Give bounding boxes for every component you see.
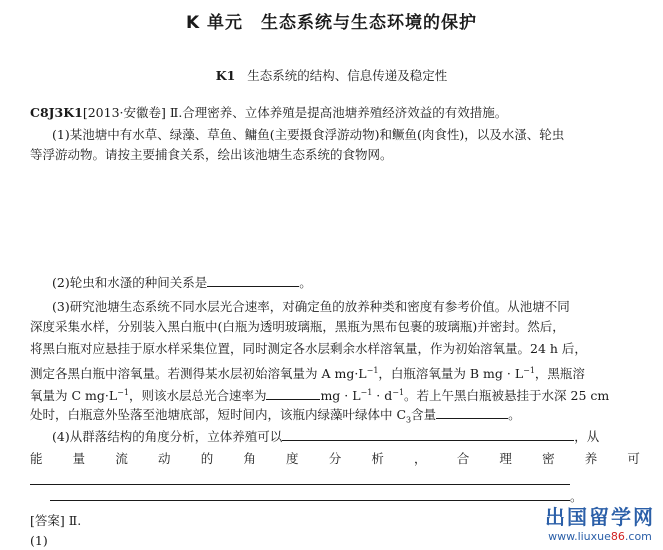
spread-char: ， [414,451,427,466]
spread-char: 动 [158,451,171,466]
sup-a: −1 [366,366,379,375]
question-code: C8J3K1 [30,105,83,120]
q3-d2: ，白瓶溶氧量为 B mg · L [378,366,524,381]
q4-blank-c [50,488,570,501]
sup-b: −1 [523,366,535,375]
q3-d1: 测定各黑白瓶中溶氧量。若测得某水层初始溶氧量为 A mg·L [30,366,367,381]
q3-e4: · d [372,388,393,403]
q3-f3: 含量 [411,407,437,422]
spread-char: 分 [328,451,342,466]
spread-char: 养 [584,451,598,466]
spread-char: 理 [499,451,512,466]
watermark-title: 出国留学网 [545,505,655,529]
spread-char: 合 [456,451,470,466]
spread-char: 的 [200,451,214,466]
spread-char: 度 [286,451,299,466]
q1-line-a: (1)某池塘中有水草、绿藻、草鱼、鳙鱼(主要摄食浮游动物)和鳜鱼(肉食性)，以及水溞、轮虫 [52,127,565,142]
q2-period: 。 [299,275,312,290]
answer-line: [答案] Ⅱ. [30,513,82,528]
q3-line-a: (3)研究池塘生态系统不同水层光合速率，对确定鱼的放养种类和密度有参考价值。从池塘不同 [52,299,570,314]
q2-line [52,274,640,292]
section-code: K1 [215,68,236,83]
q3-e1: 氧量为 C mg·L [30,388,118,403]
question-header [30,104,640,122]
section-subtitle [0,66,663,84]
spread-char: 角 [243,451,256,466]
sup-c: −1 [117,388,129,397]
q1-line-b: 等浮游动物。请按主要捕食关系，绘出该池塘生态系统的食物网。 [30,147,393,162]
q3-f1: 处时，白瓶意外坠落至池塘底部，短时间内，该瓶内绿藻叶绿体中 C [30,407,407,422]
q2-text: (2)轮虫和水溞的种间关系是 [52,275,208,290]
q3-line-b: 深度采集水样，分别装入黑白瓶中(白瓶为透明玻璃瓶，黑瓶为黑布包裹的玻璃瓶)并密封。然后， [30,319,565,334]
watermark-logo [545,501,655,543]
c3-blank [436,406,508,419]
q3-line-d [30,362,640,383]
spread-char: 量 [72,451,86,466]
spread-char: 可 [627,451,640,466]
q4-period: 。 [570,489,583,504]
q3-e3: mg · L [320,388,361,403]
watermark-url: www.liuxue86.com [548,530,652,543]
section-text: 生态系统的结构、信息传递及稳定性 [247,68,448,83]
q3-e5: 。若上午黑白瓶被悬挂于水深 25 cm [404,388,610,403]
sup-e: −1 [392,388,405,397]
spread-char: 流 [115,451,128,466]
answer-1: (1) [30,533,48,548]
spread-char: 析 [371,451,384,466]
question-source: [2013·安徽卷] Ⅱ.合理密养、立体养殖是提高池塘养殖经济效益的有效措施。 [82,105,508,120]
q3-line-e [30,384,640,405]
q4-a1: (4)从群落结构的角度分析，立体养殖可以 [52,429,283,444]
q4-blank-a [282,428,574,441]
sup-d: −1 [360,388,373,397]
q4-a2: ，从 [574,429,600,444]
c3-subscript: 3 [406,415,412,425]
q4-blank-line [30,484,570,485]
spread-char: 密 [542,451,555,466]
q3-period: 。 [508,407,521,422]
q3-line-f [30,406,640,430]
q2-blank [207,274,299,287]
q3-e2: ，则该水层总光合速率为 [128,388,267,403]
spread-char: 能 [30,451,43,466]
q4-line-a [52,428,640,446]
q3-line-c: 将黑白瓶对应悬挂于原水样采集位置，同时测定各水层剩余水样溶氧量，作为初始溶氧量。24 h 后， [30,341,587,356]
unit-title: K 单元 生态系统与生态环境的保护 [185,13,478,33]
q3-d3: ，黑瓶溶 [534,366,585,381]
rate-blank [266,387,320,400]
q4-line-b [30,450,640,468]
